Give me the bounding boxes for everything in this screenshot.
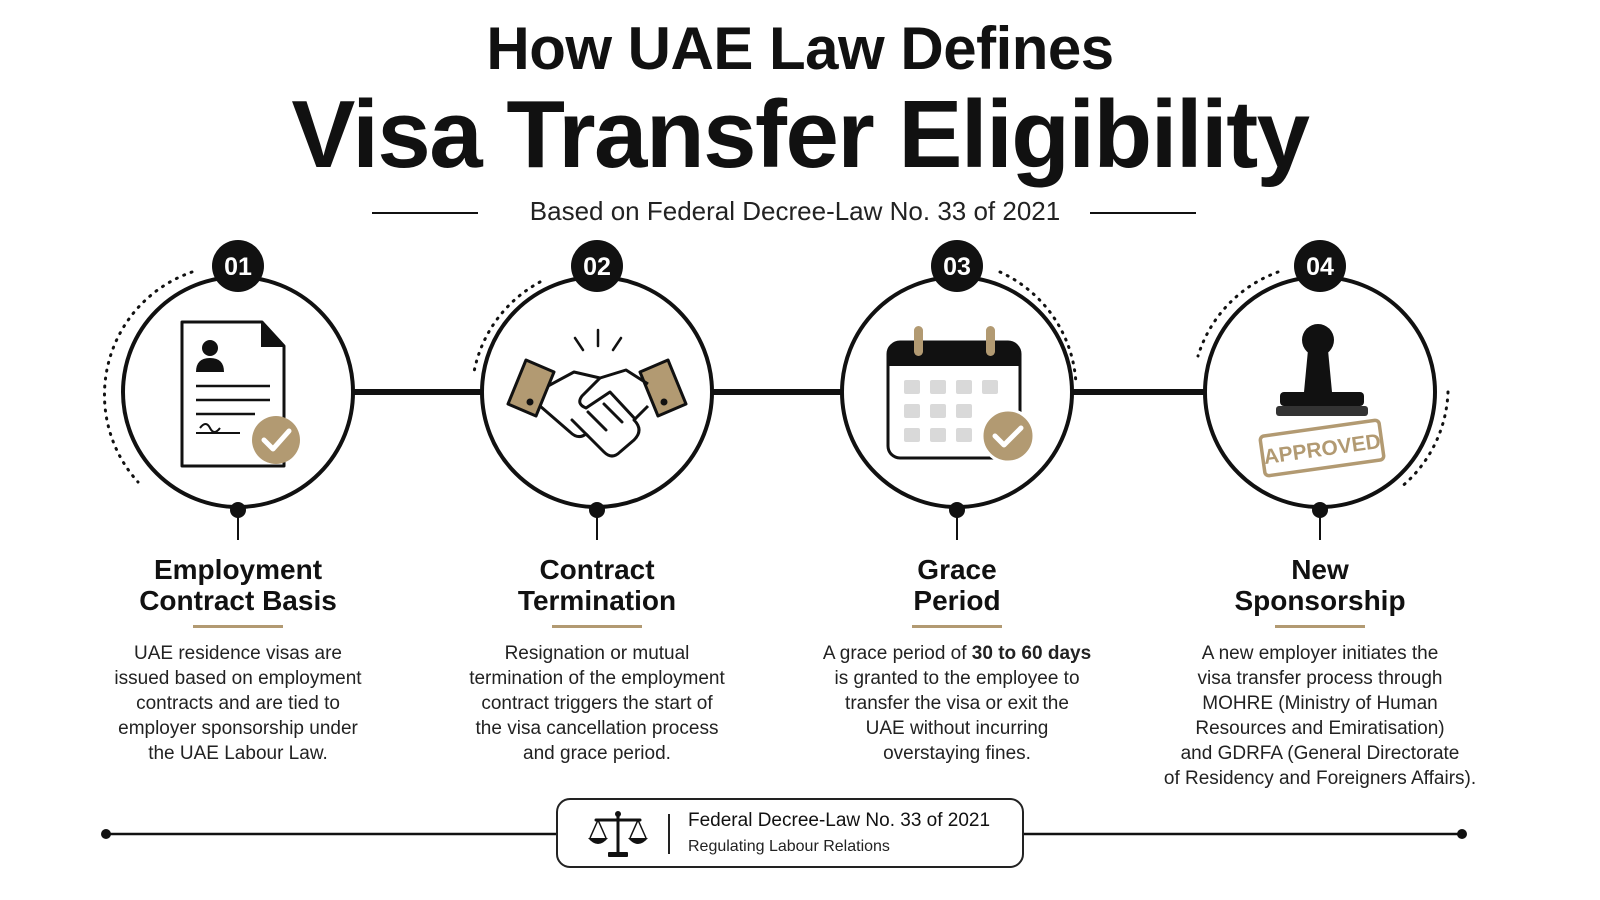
- desc-line: Resignation or mutual: [504, 643, 690, 664]
- page-subtitle: Based on Federal Decree-Law No. 33 of 2021: [529, 196, 1061, 226]
- step-3-title-line1: Grace: [917, 554, 997, 585]
- footer-divider: [668, 814, 670, 854]
- step-stem-dot: [1312, 502, 1328, 518]
- step-4-node: [1198, 240, 1448, 540]
- step-4-title: [1170, 554, 1470, 616]
- page-title-line2: Visa Transfer Eligibility: [291, 81, 1309, 188]
- calendar-check-icon: [888, 326, 1034, 462]
- footer-baseline-dot: [1457, 829, 1467, 839]
- desc-line: issued based on employment: [114, 668, 362, 689]
- desc-prefix: A grace period of: [822, 643, 972, 664]
- step-3-accent-rule: [912, 625, 1002, 628]
- step-3-title-line2: Period: [913, 585, 1001, 616]
- desc-line: and GDRFA (General Directorate: [1180, 743, 1460, 764]
- step-1-description: [68, 641, 408, 766]
- desc-line: contract triggers the start of: [481, 693, 713, 714]
- step-4-title-line1: New: [1291, 554, 1349, 585]
- step-number: 01: [224, 253, 252, 281]
- step-3-description: [787, 641, 1127, 766]
- desc-line: and grace period.: [523, 743, 671, 764]
- step-4-accent-rule: [1275, 625, 1365, 628]
- page-title-line1: How UAE Law Defines: [486, 15, 1114, 82]
- desc-line: the UAE Labour Law.: [148, 743, 328, 764]
- step-2-title-line2: Termination: [517, 585, 677, 616]
- desc-line: transfer the visa or exit the: [845, 693, 1069, 714]
- footer-baseline-dot: [101, 829, 111, 839]
- step-2-description: [427, 641, 767, 766]
- desc-line: employer sponsorship under: [118, 718, 358, 739]
- desc-line: visa transfer process through: [1197, 668, 1443, 689]
- step-3-node: [842, 240, 1076, 540]
- desc-line: A new employer initiates the: [1201, 643, 1439, 664]
- step-2-title-line1: Contract: [539, 554, 655, 585]
- desc-line: UAE residence visas are: [133, 643, 343, 664]
- step-stem-dot: [230, 502, 246, 518]
- footer-reference-box: [556, 798, 1024, 868]
- step-2-title: [447, 554, 747, 616]
- footer-law-subtitle: Regulating Labour Relations: [688, 838, 890, 855]
- step-3-title: [807, 554, 1107, 616]
- step-1-node: [104, 240, 353, 540]
- contract-document-icon: [182, 322, 300, 466]
- desc-line: [787, 641, 1127, 666]
- step-2-accent-rule: [552, 625, 642, 628]
- grace-period-days: 30 to 60 days: [971, 643, 1092, 664]
- step-1-title-line2: Contract Basis: [139, 585, 337, 616]
- desc-line: UAE without incurring: [865, 718, 1049, 739]
- desc-line: contracts and are tied to: [136, 693, 340, 714]
- desc-line: Resources and Emiratisation): [1195, 718, 1445, 739]
- step-1-title: [88, 554, 388, 616]
- footer-law-title: Federal Decree-Law No. 33 of 2021: [688, 810, 991, 831]
- step-stem-dot: [949, 502, 965, 518]
- desc-line: the visa cancellation process: [475, 718, 719, 739]
- stamp-text: APPROVED: [1262, 429, 1383, 470]
- step-4-title-line2: Sponsorship: [1234, 585, 1406, 616]
- desc-line: overstaying fines.: [883, 743, 1031, 764]
- step-number: 02: [583, 253, 611, 281]
- step-number: 03: [943, 253, 971, 281]
- step-1-title-line1: Employment: [153, 554, 323, 585]
- scales-of-justice-icon: [586, 808, 650, 860]
- step-4-description: [1130, 641, 1510, 791]
- step-stem-dot: [589, 502, 605, 518]
- desc-line: termination of the employment: [469, 668, 725, 689]
- desc-line: is granted to the employee to: [834, 668, 1080, 689]
- step-2-node: [474, 240, 712, 540]
- desc-line: of Residency and Foreigners Affairs).: [1163, 768, 1477, 789]
- step-number: 04: [1306, 253, 1334, 281]
- step-1-accent-rule: [193, 625, 283, 628]
- desc-line: MOHRE (Ministry of Human: [1202, 693, 1438, 714]
